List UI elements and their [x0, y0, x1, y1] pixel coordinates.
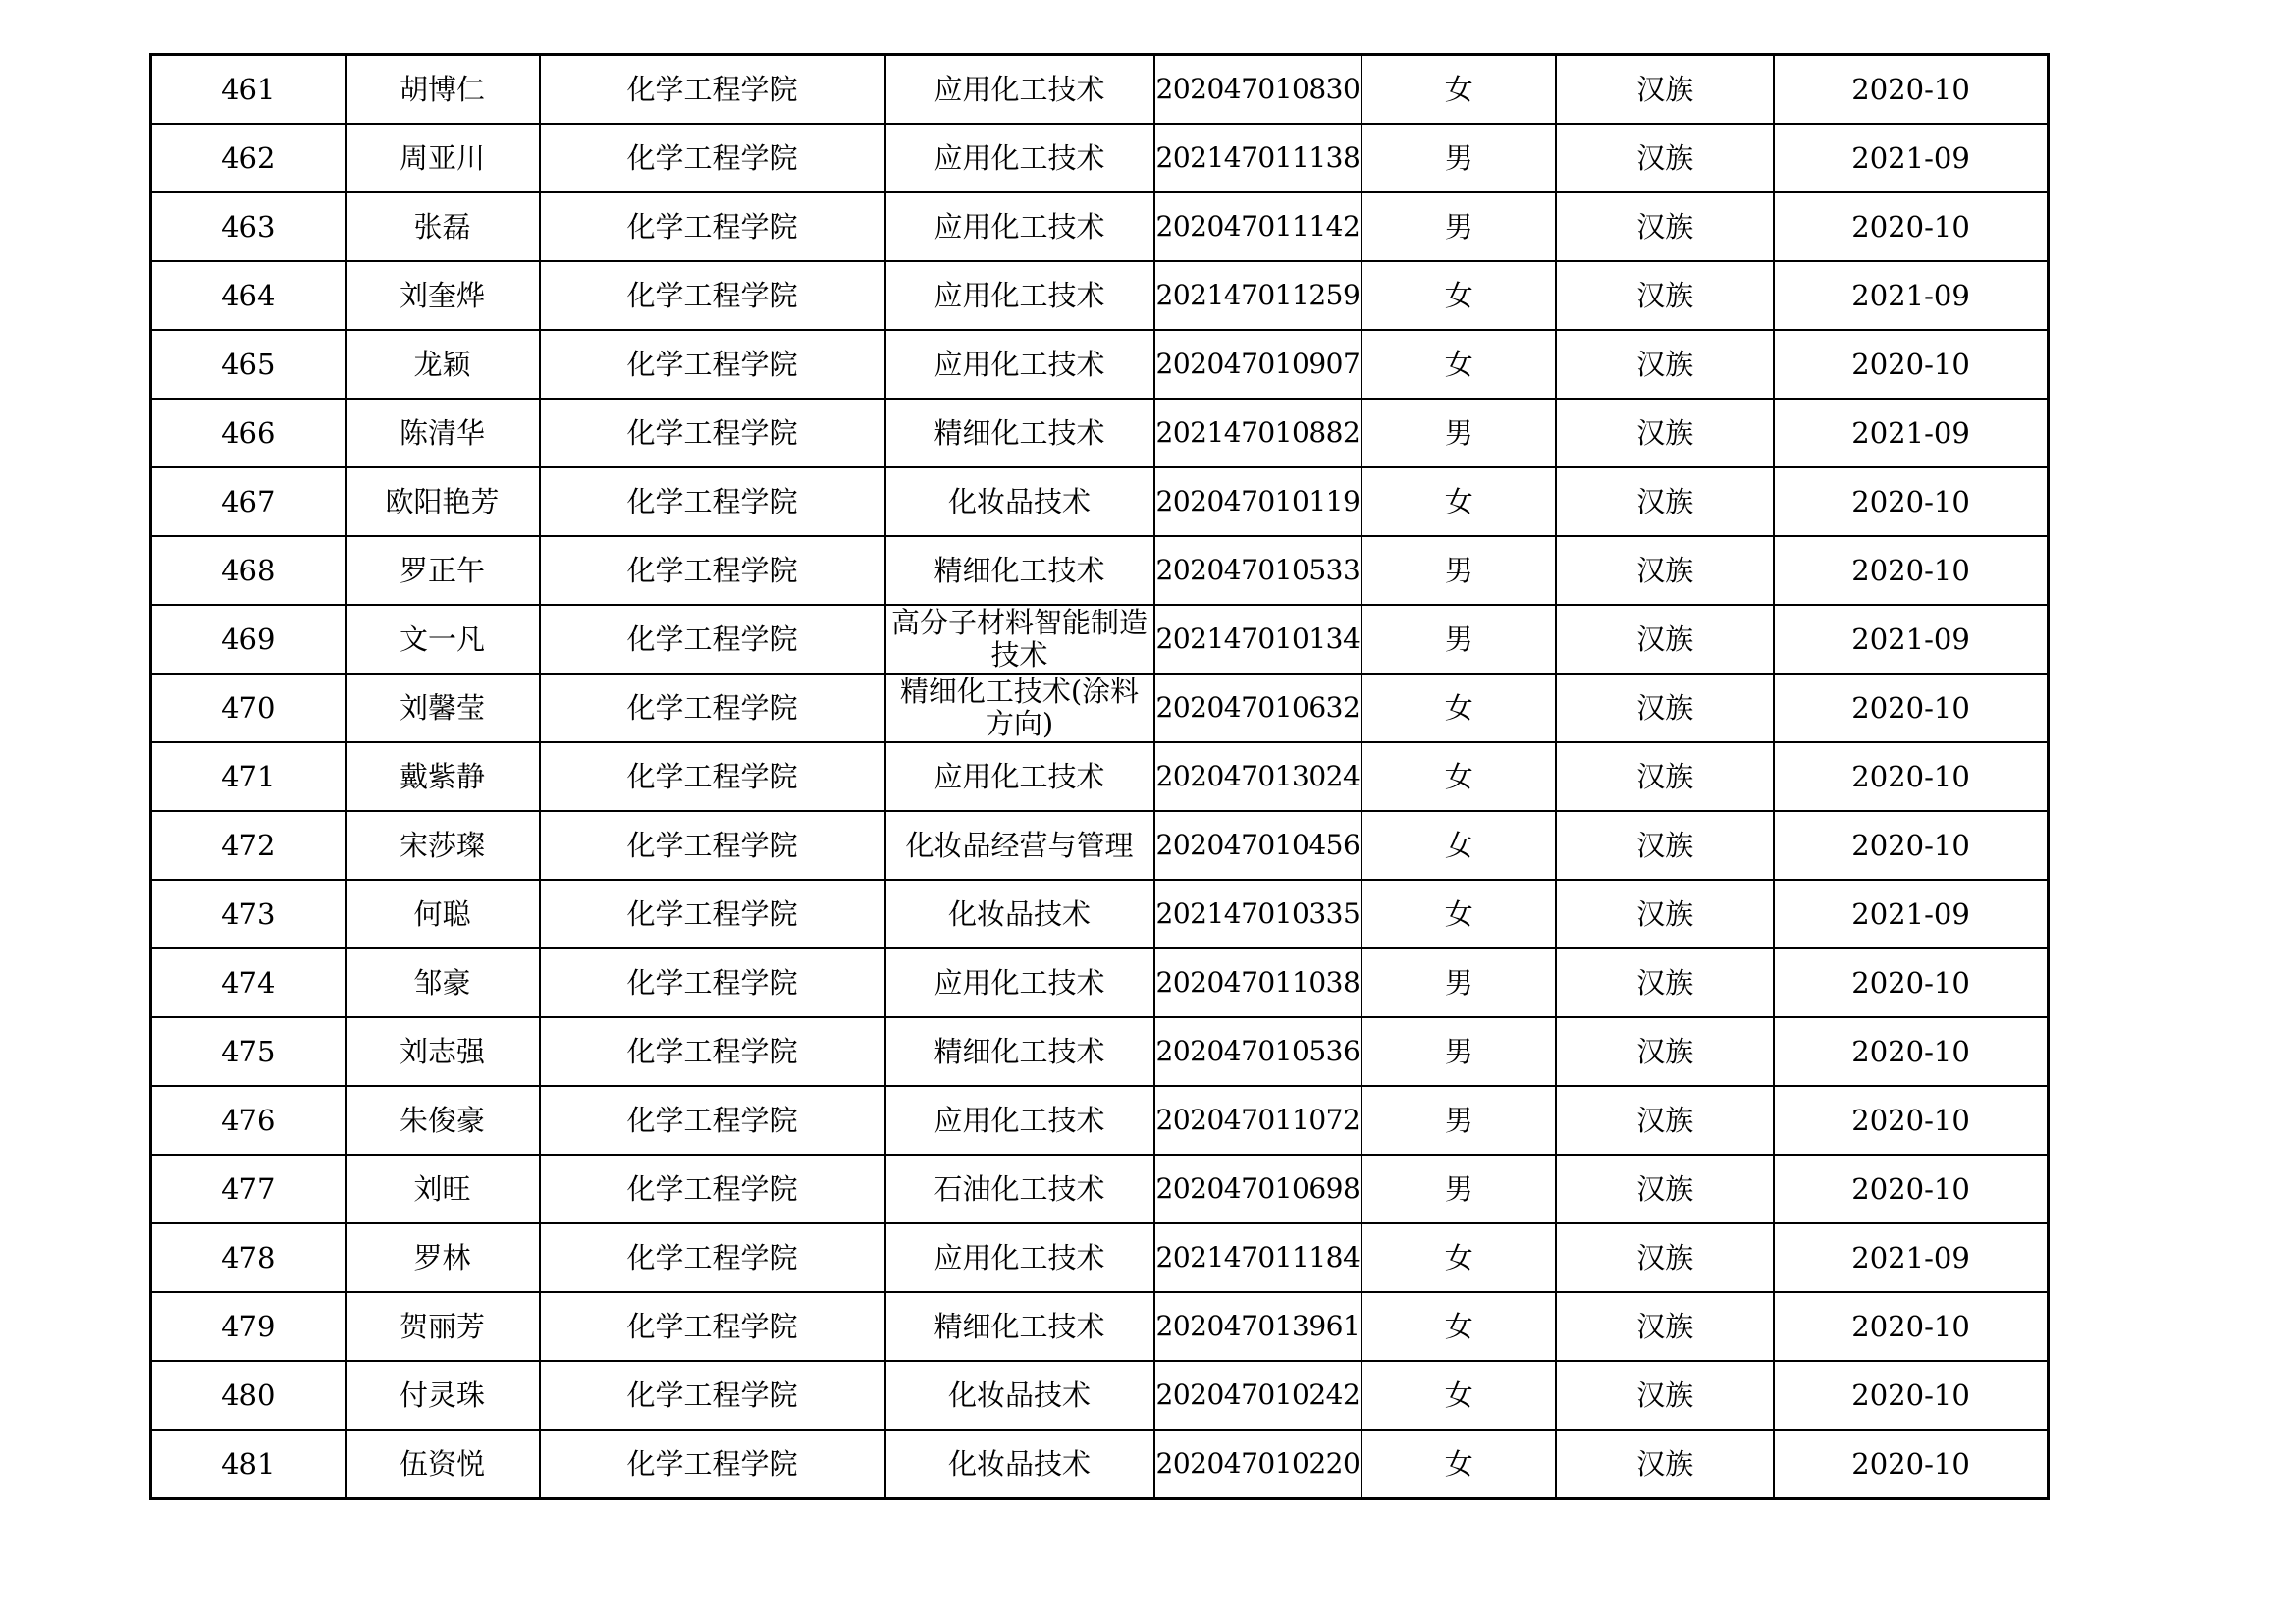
table-row	[151, 261, 2049, 330]
gender-cell: 男	[1362, 536, 1556, 605]
college-cell: 化学工程学院	[540, 1017, 885, 1086]
student-id-cell: 202047011038	[1154, 948, 1362, 1017]
major-cell: 应用化工技术	[885, 742, 1154, 811]
major-cell: 精细化工技术(涂料方向)	[885, 674, 1154, 742]
student-id-cell: 202047010119	[1154, 467, 1362, 536]
student-name-cell: 张磊	[346, 192, 540, 261]
ethnicity-cell: 汉族	[1556, 811, 1774, 880]
gender-cell: 女	[1362, 811, 1556, 880]
college-cell: 化学工程学院	[540, 261, 885, 330]
ethnicity-cell: 汉族	[1556, 1155, 1774, 1223]
student-name-cell: 龙颖	[346, 330, 540, 399]
gender-cell: 女	[1362, 1292, 1556, 1361]
college-cell: 化学工程学院	[540, 536, 885, 605]
ethnicity-cell: 汉族	[1556, 1223, 1774, 1292]
student-id-cell: 202047010830	[1154, 55, 1362, 125]
table-row	[151, 330, 2049, 399]
student-id-cell: 202047010220	[1154, 1430, 1362, 1499]
date-cell: 2020-10	[1774, 1361, 2048, 1430]
major-cell: 化妆品技术	[885, 1361, 1154, 1430]
table-row	[151, 1292, 2049, 1361]
ethnicity-cell: 汉族	[1556, 124, 1774, 192]
gender-cell: 女	[1362, 330, 1556, 399]
college-cell: 化学工程学院	[540, 399, 885, 467]
gender-cell: 女	[1362, 674, 1556, 742]
gender-cell: 女	[1362, 880, 1556, 948]
student-id-cell: 202047013961	[1154, 1292, 1362, 1361]
college-cell: 化学工程学院	[540, 1430, 885, 1499]
college-cell: 化学工程学院	[540, 811, 885, 880]
serial-number-cell: 479	[151, 1292, 346, 1361]
date-cell: 2020-10	[1774, 674, 2048, 742]
gender-cell: 男	[1362, 1155, 1556, 1223]
table-row	[151, 948, 2049, 1017]
date-cell: 2020-10	[1774, 742, 2048, 811]
student-id-cell: 202047010698	[1154, 1155, 1362, 1223]
table-row	[151, 467, 2049, 536]
major-cell: 应用化工技术	[885, 948, 1154, 1017]
table-row	[151, 880, 2049, 948]
date-cell: 2020-10	[1774, 536, 2048, 605]
ethnicity-cell: 汉族	[1556, 1430, 1774, 1499]
student-id-cell: 202047010242	[1154, 1361, 1362, 1430]
student-name-cell: 刘旺	[346, 1155, 540, 1223]
ethnicity-cell: 汉族	[1556, 1361, 1774, 1430]
student-id-cell: 202047011072	[1154, 1086, 1362, 1155]
gender-cell: 女	[1362, 1430, 1556, 1499]
student-name-cell: 周亚川	[346, 124, 540, 192]
college-cell: 化学工程学院	[540, 880, 885, 948]
college-cell: 化学工程学院	[540, 948, 885, 1017]
gender-cell: 女	[1362, 1361, 1556, 1430]
college-cell: 化学工程学院	[540, 192, 885, 261]
college-cell: 化学工程学院	[540, 674, 885, 742]
ethnicity-cell: 汉族	[1556, 55, 1774, 125]
student-id-cell: 202047010533	[1154, 536, 1362, 605]
date-cell: 2020-10	[1774, 467, 2048, 536]
student-id-cell: 202047013024	[1154, 742, 1362, 811]
table-body	[151, 55, 2049, 1499]
table-row	[151, 1361, 2049, 1430]
student-name-cell: 刘奎烨	[346, 261, 540, 330]
gender-cell: 男	[1362, 605, 1556, 674]
student-id-cell: 202147010134	[1154, 605, 1362, 674]
serial-number-cell: 463	[151, 192, 346, 261]
student-id-cell: 202047010632	[1154, 674, 1362, 742]
date-cell: 2020-10	[1774, 1017, 2048, 1086]
serial-number-cell: 468	[151, 536, 346, 605]
table-row	[151, 1430, 2049, 1499]
date-cell: 2020-10	[1774, 1155, 2048, 1223]
major-cell: 精细化工技术	[885, 1292, 1154, 1361]
ethnicity-cell: 汉族	[1556, 605, 1774, 674]
student-name-cell: 贺丽芳	[346, 1292, 540, 1361]
date-cell: 2020-10	[1774, 192, 2048, 261]
serial-number-cell: 478	[151, 1223, 346, 1292]
major-cell: 应用化工技术	[885, 1223, 1154, 1292]
serial-number-cell: 467	[151, 467, 346, 536]
college-cell: 化学工程学院	[540, 1292, 885, 1361]
ethnicity-cell: 汉族	[1556, 467, 1774, 536]
student-id-cell: 202047010456	[1154, 811, 1362, 880]
ethnicity-cell: 汉族	[1556, 674, 1774, 742]
serial-number-cell: 471	[151, 742, 346, 811]
student-name-cell: 文一凡	[346, 605, 540, 674]
student-name-cell: 罗正午	[346, 536, 540, 605]
table-row	[151, 811, 2049, 880]
college-cell: 化学工程学院	[540, 124, 885, 192]
serial-number-cell: 462	[151, 124, 346, 192]
ethnicity-cell: 汉族	[1556, 1292, 1774, 1361]
table-row	[151, 399, 2049, 467]
table-row	[151, 124, 2049, 192]
college-cell: 化学工程学院	[540, 1361, 885, 1430]
date-cell: 2020-10	[1774, 1430, 2048, 1499]
student-id-cell: 202047010907	[1154, 330, 1362, 399]
date-cell: 2020-10	[1774, 330, 2048, 399]
serial-number-cell: 475	[151, 1017, 346, 1086]
serial-number-cell: 469	[151, 605, 346, 674]
major-cell: 应用化工技术	[885, 330, 1154, 399]
gender-cell: 男	[1362, 948, 1556, 1017]
student-name-cell: 欧阳艳芳	[346, 467, 540, 536]
student-id-cell: 202147011259	[1154, 261, 1362, 330]
student-name-cell: 朱俊豪	[346, 1086, 540, 1155]
gender-cell: 女	[1362, 55, 1556, 125]
date-cell: 2021-09	[1774, 124, 2048, 192]
table-row	[151, 536, 2049, 605]
gender-cell: 男	[1362, 1086, 1556, 1155]
major-cell: 应用化工技术	[885, 1086, 1154, 1155]
table-row	[151, 1017, 2049, 1086]
serial-number-cell: 464	[151, 261, 346, 330]
serial-number-cell: 476	[151, 1086, 346, 1155]
major-cell: 化妆品技术	[885, 880, 1154, 948]
gender-cell: 女	[1362, 742, 1556, 811]
ethnicity-cell: 汉族	[1556, 1086, 1774, 1155]
student-name-cell: 戴紫静	[346, 742, 540, 811]
college-cell: 化学工程学院	[540, 55, 885, 125]
serial-number-cell: 480	[151, 1361, 346, 1430]
date-cell: 2021-09	[1774, 880, 2048, 948]
student-id-cell: 202147010882	[1154, 399, 1362, 467]
student-name-cell: 何聪	[346, 880, 540, 948]
gender-cell: 男	[1362, 1017, 1556, 1086]
gender-cell: 女	[1362, 261, 1556, 330]
student-name-cell: 罗林	[346, 1223, 540, 1292]
date-cell: 2021-09	[1774, 399, 2048, 467]
date-cell: 2020-10	[1774, 55, 2048, 125]
serial-number-cell: 466	[151, 399, 346, 467]
student-id-cell: 202147011138	[1154, 124, 1362, 192]
major-cell: 应用化工技术	[885, 192, 1154, 261]
gender-cell: 女	[1362, 1223, 1556, 1292]
serial-number-cell: 477	[151, 1155, 346, 1223]
serial-number-cell: 461	[151, 55, 346, 125]
student-id-cell: 202047011142	[1154, 192, 1362, 261]
table-row	[151, 674, 2049, 742]
serial-number-cell: 470	[151, 674, 346, 742]
serial-number-cell: 473	[151, 880, 346, 948]
major-cell: 石油化工技术	[885, 1155, 1154, 1223]
student-id-cell: 202147011184	[1154, 1223, 1362, 1292]
college-cell: 化学工程学院	[540, 1223, 885, 1292]
serial-number-cell: 472	[151, 811, 346, 880]
major-cell: 化妆品经营与管理	[885, 811, 1154, 880]
ethnicity-cell: 汉族	[1556, 948, 1774, 1017]
major-cell: 精细化工技术	[885, 399, 1154, 467]
student-name-cell: 胡博仁	[346, 55, 540, 125]
major-cell: 精细化工技术	[885, 1017, 1154, 1086]
student-name-cell: 刘馨莹	[346, 674, 540, 742]
date-cell: 2021-09	[1774, 261, 2048, 330]
table-row	[151, 55, 2049, 125]
college-cell: 化学工程学院	[540, 330, 885, 399]
table-row	[151, 605, 2049, 674]
date-cell: 2020-10	[1774, 811, 2048, 880]
major-cell: 应用化工技术	[885, 55, 1154, 125]
ethnicity-cell: 汉族	[1556, 536, 1774, 605]
serial-number-cell: 474	[151, 948, 346, 1017]
student-name-cell: 陈清华	[346, 399, 540, 467]
student-id-cell: 202047010536	[1154, 1017, 1362, 1086]
serial-number-cell: 465	[151, 330, 346, 399]
college-cell: 化学工程学院	[540, 467, 885, 536]
major-cell: 化妆品技术	[885, 1430, 1154, 1499]
date-cell: 2021-09	[1774, 605, 2048, 674]
major-cell: 应用化工技术	[885, 124, 1154, 192]
student-name-cell: 付灵珠	[346, 1361, 540, 1430]
ethnicity-cell: 汉族	[1556, 1017, 1774, 1086]
table-row	[151, 1223, 2049, 1292]
student-name-cell: 邹豪	[346, 948, 540, 1017]
ethnicity-cell: 汉族	[1556, 261, 1774, 330]
student-roster-table	[149, 53, 2050, 1500]
major-cell: 化妆品技术	[885, 467, 1154, 536]
major-cell: 高分子材料智能制造技术	[885, 605, 1154, 674]
date-cell: 2020-10	[1774, 948, 2048, 1017]
ethnicity-cell: 汉族	[1556, 330, 1774, 399]
table-row	[151, 192, 2049, 261]
ethnicity-cell: 汉族	[1556, 742, 1774, 811]
gender-cell: 男	[1362, 192, 1556, 261]
ethnicity-cell: 汉族	[1556, 880, 1774, 948]
student-name-cell: 宋莎璨	[346, 811, 540, 880]
date-cell: 2020-10	[1774, 1086, 2048, 1155]
student-id-cell: 202147010335	[1154, 880, 1362, 948]
table-row	[151, 1155, 2049, 1223]
major-cell: 应用化工技术	[885, 261, 1154, 330]
ethnicity-cell: 汉族	[1556, 192, 1774, 261]
serial-number-cell: 481	[151, 1430, 346, 1499]
date-cell: 2020-10	[1774, 1292, 2048, 1361]
ethnicity-cell: 汉族	[1556, 399, 1774, 467]
student-name-cell: 刘志强	[346, 1017, 540, 1086]
major-cell: 精细化工技术	[885, 536, 1154, 605]
student-name-cell: 伍资悦	[346, 1430, 540, 1499]
college-cell: 化学工程学院	[540, 605, 885, 674]
gender-cell: 男	[1362, 399, 1556, 467]
college-cell: 化学工程学院	[540, 742, 885, 811]
gender-cell: 女	[1362, 467, 1556, 536]
table-row	[151, 742, 2049, 811]
college-cell: 化学工程学院	[540, 1086, 885, 1155]
college-cell: 化学工程学院	[540, 1155, 885, 1223]
table-row	[151, 1086, 2049, 1155]
date-cell: 2021-09	[1774, 1223, 2048, 1292]
gender-cell: 男	[1362, 124, 1556, 192]
